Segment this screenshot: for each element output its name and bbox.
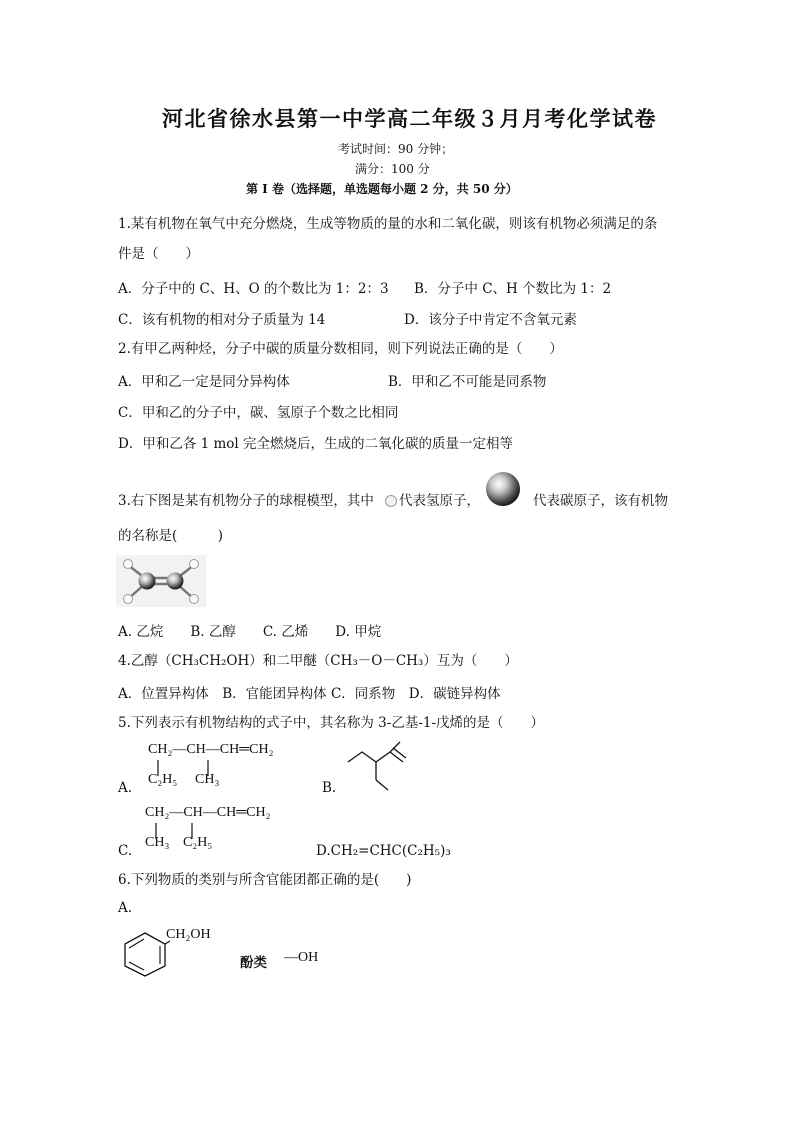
q5-c-branch-methyl: CH₃ — [145, 835, 170, 850]
q3-options: A. 乙烷 B. 乙醇 C. 乙烯 D. 甲烷 — [118, 624, 382, 640]
q3-stem-part2: 代表氢原子， — [399, 493, 480, 509]
hydrogen-atom-icon — [384, 494, 398, 508]
q5-b-skeletal-formula — [340, 738, 420, 798]
carbon-atom-icon — [484, 470, 522, 508]
q2-option-d: D．甲和乙各 1 mol 完全燃烧后，生成的二氧化碳的质量一定相等 — [118, 436, 514, 452]
q3-stem-line2: 的名称是( ) — [118, 528, 224, 544]
q5-option-a-label: A. — [118, 780, 133, 796]
q5-a-branch-methyl: CH₃ — [195, 772, 220, 787]
q2-stem: 2.有甲乙两种烃，分子中碳的质量分数相同，则下列说法正确的是（ ） — [118, 341, 563, 357]
q3-stem-part3: 代表碳原子，该有机物 — [533, 493, 668, 509]
q4-options: A．位置异构体 B．官能团异构体 C．同系物 D．碳链异构体 — [118, 686, 501, 702]
full-score: 满分：100 分 — [355, 162, 430, 176]
q1-stem-line2: 件是（ ） — [118, 246, 199, 262]
q1-option-b: B．分子中 C、H 个数比为 1：2 — [414, 281, 612, 297]
q1-option-c: C．该有机物的相对分子质量为 14 — [118, 312, 326, 328]
q6-a-class: 酚类 — [240, 955, 267, 971]
exam-time: 考试时间：90 分钟； — [338, 142, 454, 156]
section-heading: 第 I 卷（选择题，单选题每小题 2 分，共 50 分） — [246, 182, 518, 196]
q5-c-branch-ethyl: C₂H₅ — [183, 835, 213, 850]
q2-option-b: B．甲和乙不可能是同系物 — [388, 374, 547, 390]
q6-stem: 6.下列物质的类别与所含官能团都正确的是( ) — [118, 872, 412, 888]
q6-option-a-label: A. — [118, 900, 133, 916]
q5-a-branch-ethyl: C₂H₅ — [148, 772, 178, 787]
q1-option-a: A．分子中的 C、H、O 的个数比为 1：2：3 — [118, 281, 389, 297]
q5-option-b-label: B. — [322, 780, 337, 796]
q5-option-c-label: C. — [118, 843, 133, 859]
q2-option-c: C．甲和乙的分子中，碳、氢原子个数之比相同 — [118, 405, 399, 421]
q5-option-d: D.CH₂=CHC(C₂H₅)₃ — [316, 843, 451, 859]
exam-title: 河北省徐水县第一中学高二年级３月月考化学试卷 — [162, 106, 657, 131]
q1-option-d: D．该分子中肯定不含氧元素 — [404, 312, 577, 328]
q5-stem: 5.下列表示有机物结构的式子中，其名称为 3-乙基-1-戊烯的是（ ） — [118, 715, 545, 731]
q2-option-a: A．甲和乙一定是同分异构体 — [118, 374, 290, 390]
q6-a-functional-group: —OH — [284, 950, 319, 965]
q3-stem-part1: 3.右下图是某有机物分子的球棍模型，其中 — [118, 493, 374, 509]
q6-a-substituent: CH₂OH — [166, 927, 211, 942]
q5-c-main-chain: CH₂—CH—CH═CH₂ — [145, 805, 271, 820]
ball-and-stick-model — [116, 555, 206, 607]
benzene-ring-structure — [120, 930, 170, 978]
q4-stem: 4.乙醇（CH₃CH₂OH）和二甲醚（CH₃－O－CH₃）互为（ ） — [118, 653, 518, 669]
q5-a-main-chain: CH₂—CH—CH═CH₂ — [148, 742, 274, 757]
q1-stem-line1: 1.某有机物在氧气中充分燃烧，生成等物质的量的水和二氧化碳，则该有机物必须满足的条 — [118, 216, 658, 232]
